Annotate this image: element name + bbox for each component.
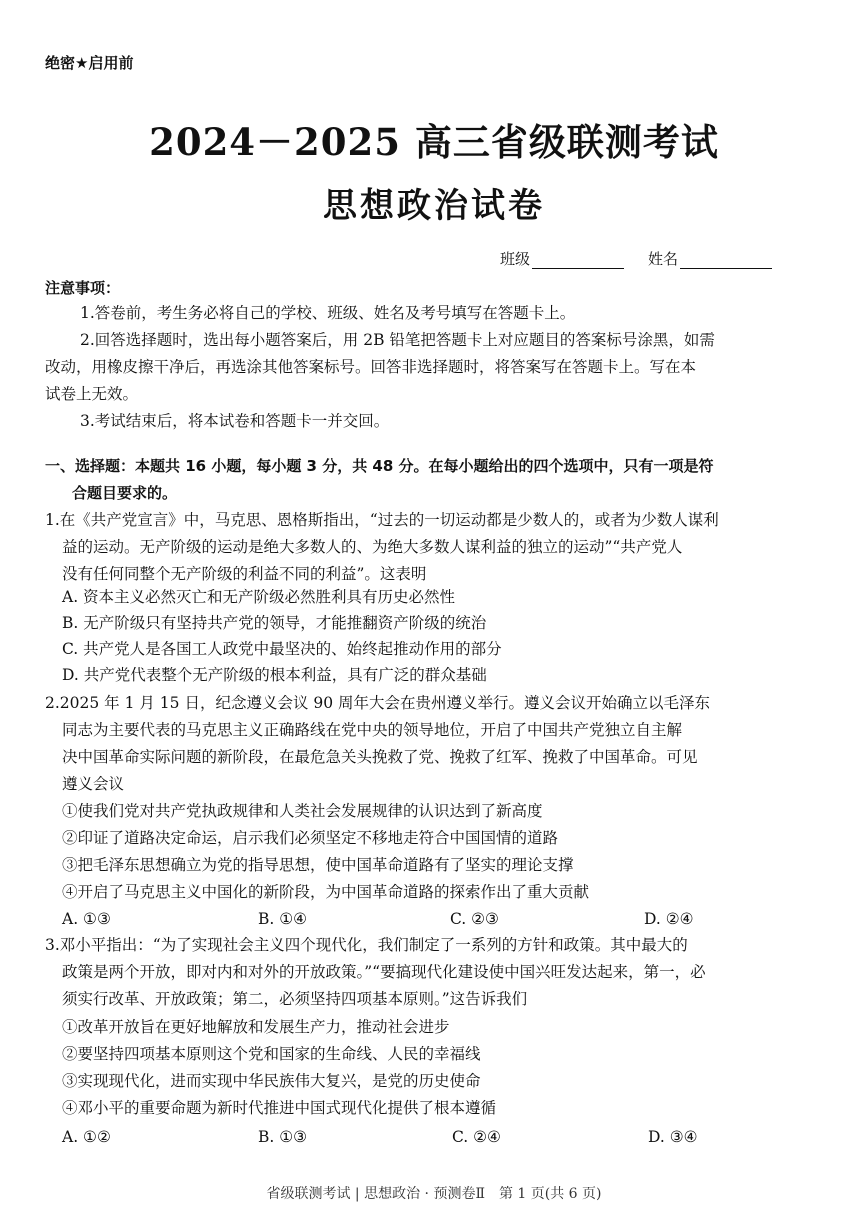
subject-title: 思想政治试卷 — [323, 186, 545, 226]
q3-stem-line: 3.邓小平指出：“为了实现社会主义四个现代化，我们制定了一系列的方针和政策。其中最大的 — [45, 936, 688, 954]
class-field — [500, 248, 624, 269]
q3-option-a: A. ①② — [62, 1128, 111, 1146]
notice-line: 2.回答选择题时，选出每小题答案后，用 2B 铅笔把答题卡上对应题目的答案标号涂黑，如需 — [80, 331, 715, 349]
q3-option-b: B. ①③ — [258, 1128, 308, 1146]
class-label: 班级 — [500, 250, 531, 268]
q2-option-c: C. ②③ — [450, 910, 499, 928]
page-footer: 省级联测考试 | 思想政治 · 预测卷Ⅱ 第 1 页(共 6 页) — [266, 1186, 602, 1202]
q3-statement: ③实现现代化，进而实现中华民族伟大复兴，是党的历史使命 — [62, 1072, 481, 1090]
confidential-mark: 绝密★启用前 — [45, 54, 134, 72]
q2-stem-line: 同志为主要代表的马克思主义正确路线在党中央的领导地位，开启了中国共产党独立自主解 — [62, 721, 683, 739]
q3-stem-line: 须实行改革、开放政策；第二，必须坚持四项基本原则。”这告诉我们 — [62, 990, 528, 1008]
q3-option-d: D. ③④ — [648, 1128, 698, 1146]
q3-stem-line: 政策是两个开放，即对内和对外的开放政策。”“要搞现代化建设使中国兴旺发达起来，第一，必 — [62, 963, 706, 981]
notice-line: 改动，用橡皮擦干净后，再选涂其他答案标号。回答非选择题时，将答案写在答题卡上。写在本 — [45, 358, 697, 376]
notice-heading: 注意事项： — [45, 279, 121, 297]
section-heading: 一、选择题：本题共 16 小题，每小题 3 分，共 48 分。在每小题给出的四个选项中，只有一项是符 — [45, 457, 714, 475]
class-blank — [532, 254, 624, 269]
q1-option-c: C. 共产党人是各国工人政党中最坚决的、始终起推动作用的部分 — [62, 640, 502, 658]
q1-option-b: B. 无产阶级只有坚持共产党的领导，才能推翻资产阶级的统治 — [62, 614, 487, 632]
exam-title: 2024－2025 高三省级联测考试 — [149, 120, 719, 164]
notice-line: 1.答卷前，考生务必将自己的学校、班级、姓名及考号填写在答题卡上。 — [80, 304, 576, 322]
q1-option-a: A. 资本主义必然灭亡和无产阶级必然胜利具有历史必然性 — [62, 588, 456, 606]
q2-stem-line: 遵义会议 — [62, 775, 125, 793]
q1-stem-line: 1.在《共产党宣言》中，马克思、恩格斯指出，“过去的一切运动都是少数人的，或者为少数人谋利 — [45, 511, 719, 529]
q2-statement: ③把毛泽东思想确立为党的指导思想，使中国革命道路有了坚实的理论支撑 — [62, 856, 574, 874]
q1-stem-line: 没有任何同整个无产阶级的利益不同的利益”。这表明 — [62, 565, 427, 583]
q2-option-b: B. ①④ — [258, 910, 308, 928]
notice-line: 3.考试结束后，将本试卷和答题卡一并交回。 — [80, 412, 390, 430]
q2-stem-line: 决中国革命实际问题的新阶段，在最危急关头挽救了党、挽救了红军、挽救了中国革命。可见 — [62, 748, 698, 766]
q3-statement: ④邓小平的重要命题为新时代推进中国式现代化提供了根本遵循 — [62, 1099, 497, 1117]
name-blank — [680, 254, 772, 269]
q2-option-d: D. ②④ — [644, 910, 694, 928]
q1-stem-line: 益的运动。无产阶级的运动是绝大多数人的、为绝大多数人谋利益的独立的运动”“共产党人 — [62, 538, 683, 556]
q3-statement: ②要坚持四项基本原则这个党和国家的生命线、人民的幸福线 — [62, 1045, 481, 1063]
q2-statement: ②印证了道路决定命运，启示我们必须坚定不移地走符合中国国情的道路 — [62, 829, 559, 847]
section-heading: 合题目要求的。 — [72, 484, 178, 502]
name-field — [648, 248, 772, 269]
q3-option-c: C. ②④ — [452, 1128, 501, 1146]
q2-statement: ①使我们党对共产党执政规律和人类社会发展规律的认识达到了新高度 — [62, 802, 543, 820]
q3-statement: ①改革开放旨在更好地解放和发展生产力，推动社会进步 — [62, 1018, 450, 1036]
notice-line: 试卷上无效。 — [45, 385, 139, 403]
q2-stem-line: 2.2025 年 1 月 15 日，纪念遵义会议 90 周年大会在贵州遵义举行。遵义会议开始确立以毛泽东 — [45, 694, 711, 712]
name-label: 姓名 — [648, 250, 679, 268]
q2-option-a: A. ①③ — [62, 910, 111, 928]
q1-option-d: D. 共产党代表整个无产阶级的根本利益，具有广泛的群众基础 — [62, 666, 487, 684]
q2-statement: ④开启了马克思主义中国化的新阶段，为中国革命道路的探索作出了重大贡献 — [62, 883, 590, 901]
